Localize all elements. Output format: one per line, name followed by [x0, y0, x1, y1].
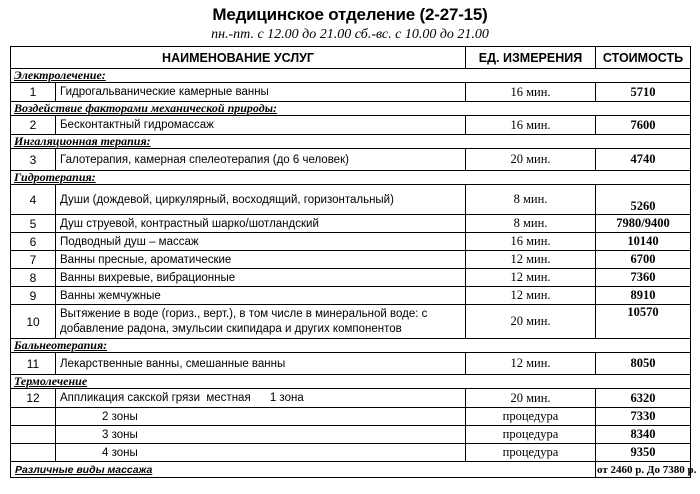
service-name: Вытяжение в воде (гориз., верт.), в том числе в минеральной воде: с добавление радона, эмульсии скипидара и других компонентов: [56, 305, 466, 339]
service-unit: 16 мин.: [466, 83, 596, 102]
table-row: [11, 251, 691, 269]
section-title-electro: Электролечение:: [11, 69, 691, 83]
service-unit: процедура: [466, 426, 596, 444]
service-price: 4740: [596, 149, 691, 171]
service-price: 7360: [596, 269, 691, 287]
table-row: [11, 116, 691, 135]
service-unit: процедура: [466, 444, 596, 462]
row-number: 2: [11, 116, 56, 135]
row-number: 11: [11, 353, 56, 375]
table-row: [11, 353, 691, 375]
service-unit: 8 мин.: [466, 215, 596, 233]
row-number: 4: [11, 185, 56, 215]
table-row: [11, 444, 691, 462]
service-price: 7330: [596, 408, 691, 426]
service-name: Гидрогальванические камерные ванны: [56, 83, 466, 102]
row-number: 1: [11, 83, 56, 102]
services-table: [10, 46, 697, 478]
section-title-mechanical: Воздействие факторами механической природы:: [11, 102, 691, 116]
section-row: [11, 102, 691, 116]
service-unit: 20 мин.: [466, 389, 596, 408]
table-row: [11, 287, 691, 305]
service-price: 10140: [596, 233, 691, 251]
column-header-price: СТОИМОСТЬ: [596, 47, 691, 69]
working-hours: пн.-пт. с 12.00 до 21.00 сб.-вс. с 10.00 до 21.00: [211, 27, 489, 42]
service-price: 8050: [596, 353, 691, 375]
service-unit: 20 мин.: [466, 305, 596, 339]
service-unit: 20 мин.: [466, 149, 596, 171]
row-number: 10: [11, 305, 56, 339]
service-name: Ванны жемчужные: [56, 287, 466, 305]
table-row: [11, 185, 691, 215]
service-name: Лекарственные ванны, смешанные ванны: [56, 353, 466, 375]
row-number: 6: [11, 233, 56, 251]
massage-label: Различные виды массажа: [11, 462, 596, 478]
service-name: Галотерапия, камерная спелеотерапия (до 6 человек): [56, 149, 466, 171]
row-number: 12: [11, 389, 56, 408]
service-name: 4 зоны: [56, 444, 466, 462]
table-row: [11, 389, 691, 408]
service-unit: 8 мин.: [466, 185, 596, 215]
row-number: 7: [11, 251, 56, 269]
section-title-inhalation: Ингаляционная терапия:: [11, 135, 691, 149]
service-name: Ванны вихревые, вибрационные: [56, 269, 466, 287]
service-unit: процедура: [466, 408, 596, 426]
table-row: [11, 408, 691, 426]
service-name: Бесконтактный гидромассаж: [56, 116, 466, 135]
service-price: 8340: [596, 426, 691, 444]
row-number: 3: [11, 149, 56, 171]
service-price: 7600: [596, 116, 691, 135]
column-header-name: НАИМЕНОВАНИЕ УСЛУГ: [11, 47, 466, 69]
service-price: 6700: [596, 251, 691, 269]
service-unit: 12 мин.: [466, 251, 596, 269]
column-header-unit: ЕД. ИЗМЕРЕНИЯ: [466, 47, 596, 69]
service-price: 5260: [596, 185, 691, 215]
table-header-row: [11, 47, 691, 69]
section-row: [11, 375, 691, 389]
service-name: Души (дождевой, циркулярный, восходящий, горизонтальный): [56, 185, 466, 215]
section-title-thermo: Термолечение: [11, 375, 691, 389]
table-row: [11, 305, 691, 339]
massage-price: от 2460 р. До 7380 р.: [597, 463, 697, 476]
table-row: [11, 149, 691, 171]
row-number: 5: [11, 215, 56, 233]
section-row: [11, 339, 691, 353]
section-row: [11, 171, 691, 185]
table-row: [11, 426, 691, 444]
service-price: 9350: [596, 444, 691, 462]
footer-row: [11, 462, 691, 478]
section-title-hydro: Гидротерапия:: [11, 171, 691, 185]
section-row: [11, 69, 691, 83]
service-unit: 16 мин.: [466, 116, 596, 135]
service-name: Аппликация сакской грязи местная 1 зона: [56, 389, 466, 408]
service-unit: 12 мин.: [466, 287, 596, 305]
service-price: 6320: [596, 389, 691, 408]
service-name: Подводный душ – массаж: [56, 233, 466, 251]
service-unit: 12 мин.: [466, 269, 596, 287]
service-name: 2 зоны: [56, 408, 466, 426]
page-title: Медицинское отделение (2-27-15): [212, 5, 488, 24]
row-number: [11, 408, 56, 426]
service-unit: 12 мин.: [466, 353, 596, 375]
service-name: Ванны пресные, ароматические: [56, 251, 466, 269]
service-name: 3 зоны: [56, 426, 466, 444]
table-row: [11, 83, 691, 102]
table-row: [11, 215, 691, 233]
service-price: 8910: [596, 287, 691, 305]
section-row: [11, 135, 691, 149]
service-name: Душ струевой, контрастный шарко/шотландский: [56, 215, 466, 233]
row-number: 8: [11, 269, 56, 287]
service-price: 5710: [596, 83, 691, 102]
service-price: 10570: [596, 305, 691, 339]
row-number: 9: [11, 287, 56, 305]
row-number: [11, 444, 56, 462]
service-unit: 16 мин.: [466, 233, 596, 251]
table-row: [11, 233, 691, 251]
service-price: 7980/9400: [596, 215, 691, 233]
row-number: [11, 426, 56, 444]
section-title-balneo: Бальнеотерапия:: [11, 339, 691, 353]
table-row: [11, 269, 691, 287]
